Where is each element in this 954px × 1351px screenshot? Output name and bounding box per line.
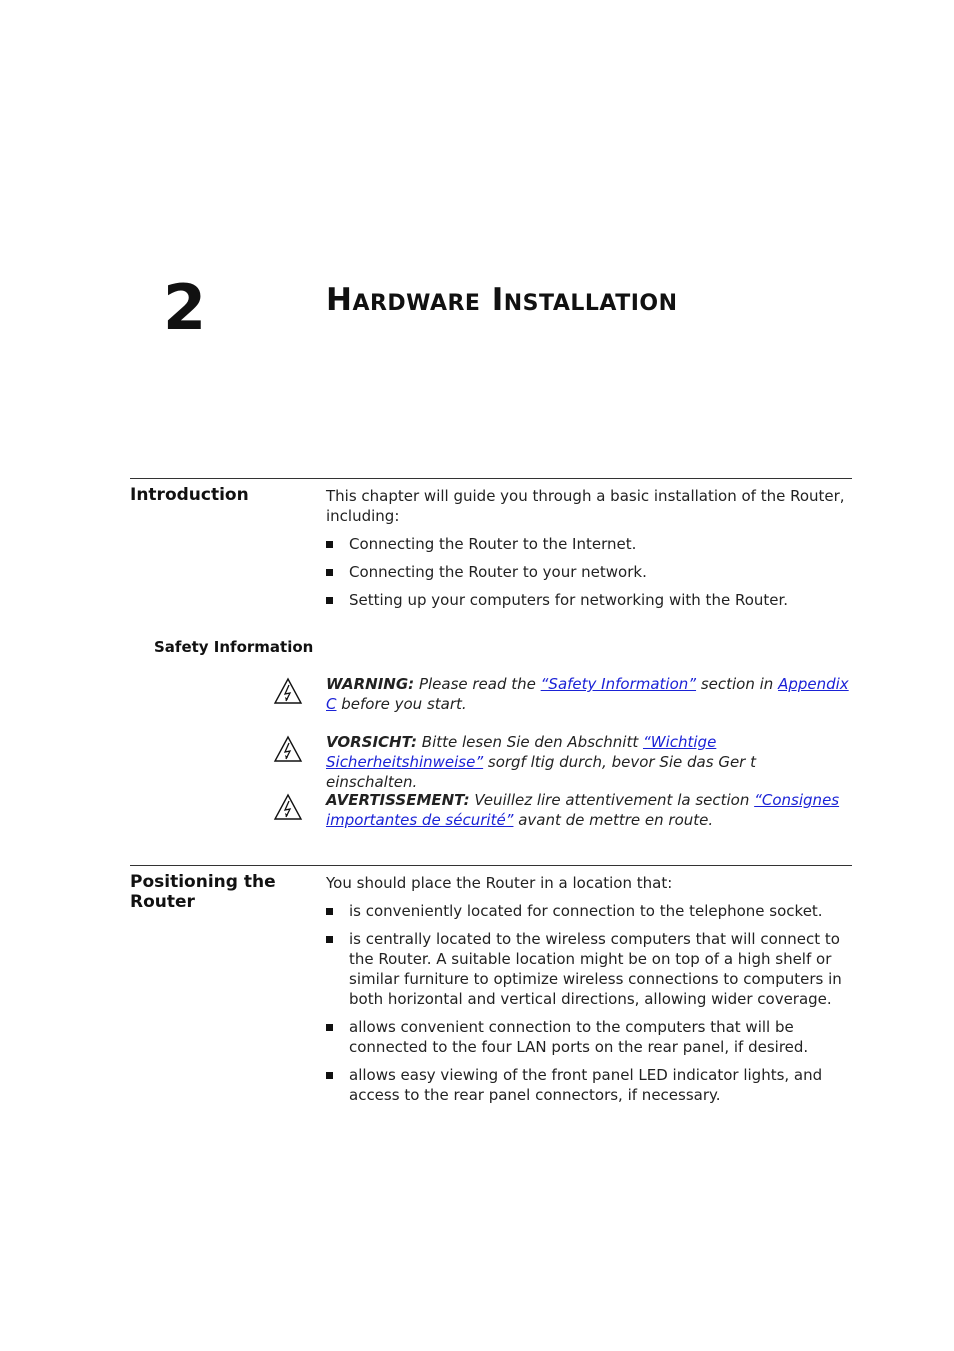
warning-icon (273, 735, 303, 763)
warning-icon (273, 677, 303, 705)
introduction-heading: Introduction (130, 485, 249, 505)
bullet-icon (326, 1072, 333, 1079)
warning-notice: WARNING: Please read the “Safety Information” section in Appendix C before you start. (326, 675, 849, 713)
consignes-link[interactable]: “Consignes importantes de sécurité” (326, 791, 840, 829)
list-item: allows convenient connection to the computers that will be connected to the four LAN ports on the rear panel, if desired. (326, 1017, 851, 1057)
positioning-heading: Positioning the Router (130, 872, 276, 912)
appendix-c-link[interactable]: Appendix C (326, 675, 849, 713)
sicherheitshinweise-link[interactable]: “Wichtige Sicherheitshinweise” (326, 733, 717, 771)
list-item: Connecting the Router to the Internet. (326, 534, 851, 554)
bullet-icon (326, 597, 333, 604)
vorsicht-notice: VORSICHT: Bitte lesen Sie den Abschnitt “Wichtige Sicherheitshinweise” sorgf ltig durch, bevor Sie das Ger t einschalten. (326, 733, 756, 791)
introduction-text: This chapter will guide you through a basic installation of the Router, including: (326, 487, 845, 525)
safety-heading: Safety Information (154, 638, 314, 656)
bullet-icon (326, 569, 333, 576)
avertissement-notice: AVERTISSEMENT: Veuillez lire attentivement la section “Consignes importantes de sécurité” avant de mettre en route. (326, 791, 840, 829)
bullet-icon (326, 1024, 333, 1031)
list-item: is conveniently located for connection to the telephone socket. (326, 901, 851, 921)
bullet-icon (326, 541, 333, 548)
section-divider (130, 865, 852, 866)
list-item: Connecting the Router to your network. (326, 562, 851, 582)
bullet-icon (326, 936, 333, 943)
section-divider (130, 478, 852, 479)
list-item: is centrally located to the wireless computers that will connect to the Router. A suitable location might be on top of a high shelf or similar furniture to optimize wireless connections to computers in both horizontal and vertical directions, allowing wider coverage. (326, 929, 851, 1009)
bullet-icon (326, 908, 333, 915)
chapter-title: Hardware Installation (326, 282, 678, 318)
positioning-text: You should place the Router in a location that: (326, 874, 673, 892)
warning-icon (273, 793, 303, 821)
chapter-number: 2 (163, 271, 207, 344)
safety-information-link[interactable]: “Safety Information” (540, 675, 697, 693)
list-item: Setting up your computers for networking with the Router. (326, 590, 851, 610)
list-item: allows easy viewing of the front panel LED indicator lights, and access to the rear panel connectors, if necessary. (326, 1065, 851, 1105)
